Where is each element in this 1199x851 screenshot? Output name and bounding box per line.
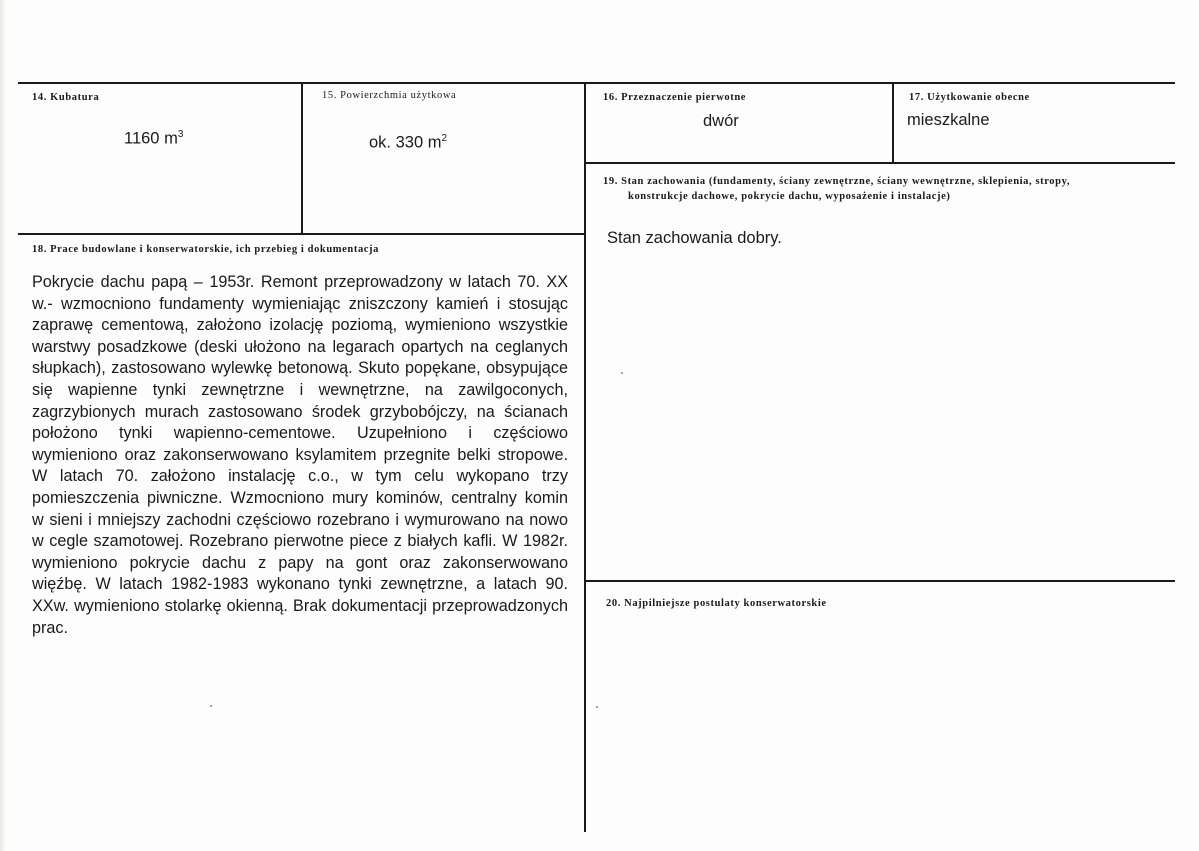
text-line: XXw. wymieniono stolarkę okienną. Brak dokumentacji przeprowadzonych bbox=[32, 596, 568, 615]
field-17-value: mieszkalne bbox=[907, 111, 990, 129]
text-line: prac. bbox=[32, 618, 68, 637]
text-line: w sieni i mniejszy zachodni częściowo rozebrano i wymurowano na nowo bbox=[32, 510, 568, 529]
field-16-value: dwór bbox=[703, 112, 739, 130]
text-line: wymieniono pokrycie dachu z papy na gont oraz zakonserwowano bbox=[32, 553, 568, 572]
field-14-value: 1160 $m^3$ bbox=[124, 129, 184, 148]
text-line: Pokrycie dachu papą – 1953r. Remont przeprowadzony w latach 70. XX bbox=[32, 273, 568, 291]
divider bbox=[18, 82, 1175, 84]
divider bbox=[584, 82, 586, 832]
text-line: zaprawę cementową, założono izolację poziomą, wymieniono wszystkie bbox=[32, 316, 568, 335]
field-18-label: 18. Prace budowlane i konserwatorskie, ich przebieg i dokumentacja bbox=[32, 244, 380, 255]
field-14-label: 14. Kubatura bbox=[32, 92, 100, 103]
text-line: w cegle szamotowej. Rozebrano pierwotne piece z białych kafli. W 1982r. bbox=[32, 532, 568, 551]
field-16-label: 16. Przeznaczenie pierwotne bbox=[603, 92, 747, 103]
text-line: słupkach), zastosowano wylewkę betonową. Skuto popękane, obsypujące bbox=[32, 359, 568, 378]
field-15-label: 15. Powierzchmia użytkowa bbox=[322, 90, 457, 101]
text-line: wymieniono oraz zakonserwowano ksylamitem przegnite belki stropowe. bbox=[32, 445, 568, 464]
divider bbox=[892, 82, 894, 163]
text-line: pomieszczenia piwniczne. Wzmocniono mury kominów, centralny komin bbox=[32, 488, 568, 507]
field-20-label: 20. Najpilniejsze postulaty konserwatorskie bbox=[606, 598, 827, 609]
scan-speck bbox=[210, 705, 212, 707]
divider bbox=[301, 82, 303, 234]
field-15-value: ok. 330 $m^2$ bbox=[369, 133, 448, 152]
text-line: położono tynki wapienno-cementowe. Uzupełniono i częściowo bbox=[32, 424, 568, 443]
text-line: więźbę. W latach 1982-1983 wykonano tynki zewnętrzne, a latach 90. bbox=[32, 575, 568, 594]
text-line: w.- wzmocniono fundamenty wymieniając zniszczony kamień i stosując bbox=[32, 294, 568, 313]
field-19-label: 19. Stan zachowania (fundamenty, ściany zewnętrzne, ściany wewnętrzne, sklepienia, stropy, bbox=[603, 176, 1071, 187]
field-19-value: Stan zachowania dobry. bbox=[607, 229, 782, 247]
text-line: warstwy posadzkowe (deski ułożono na legarach opartych na ceglanych bbox=[32, 337, 568, 356]
field-19-label-cont: konstrukcje dachowe, pokrycie dachu, wyposażenie i instalacje) bbox=[628, 191, 951, 202]
divider bbox=[585, 580, 1175, 582]
divider bbox=[18, 233, 585, 235]
scan-speck bbox=[621, 372, 623, 374]
scan-speck bbox=[596, 706, 598, 708]
field-18-text bbox=[32, 272, 568, 639]
field-17-label: 17. Użytkowanie obecne bbox=[909, 92, 1030, 103]
text-line: się wapienne tynki zewnętrzne i wewnętrzne, na zawilgoconych, bbox=[32, 380, 568, 399]
text-line: W latach 70. założono instalację c.o., w tym celu wykopano trzy bbox=[32, 467, 568, 486]
text-line: zagrzybionych murach zastosowano środek grzybobójczy, na ścianach bbox=[32, 402, 568, 421]
scan-edge bbox=[0, 0, 6, 851]
divider bbox=[585, 162, 1175, 164]
